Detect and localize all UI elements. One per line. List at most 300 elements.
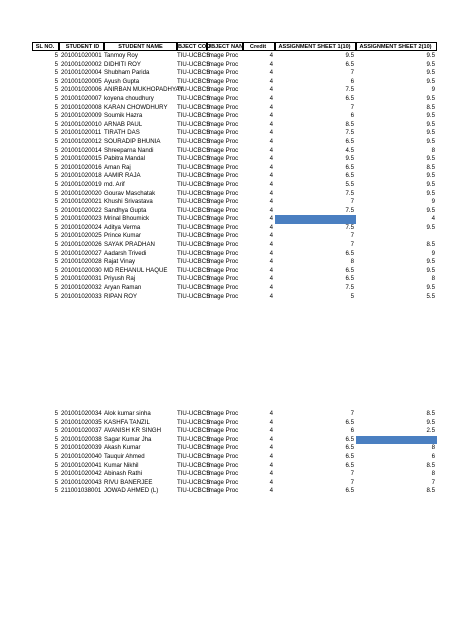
student-name-cell: SAYAK PRADHAN [104, 241, 155, 249]
subject-code-cell: TIU-UCBCS [177, 206, 211, 214]
student-id-cell: 201001020025 [61, 232, 102, 240]
student-id-cell: 201001020037 [61, 427, 102, 435]
table-row [32, 190, 437, 199]
credit-cell: 4 [269, 249, 273, 257]
student-id-cell: 201001020016 [61, 163, 102, 171]
student-name-cell: Aadarsh Trivedi [104, 249, 147, 257]
assignment-2-cell: 9.5 [426, 60, 435, 68]
subject-code-cell: TIU-UCBCS [177, 172, 211, 180]
assignment-1-cell: 8 [350, 258, 354, 266]
student-id-cell: 201001020018 [61, 172, 102, 180]
student-rows-block-2 [32, 410, 437, 496]
assignment-1-cell [275, 215, 356, 224]
table-row [32, 462, 437, 471]
student-id-cell: 201001020007 [61, 94, 102, 102]
assignment-1-cell: 5.5 [345, 180, 354, 188]
sl-no-cell: 5 [54, 266, 58, 274]
credit-cell: 4 [269, 487, 273, 495]
credit-cell: 4 [269, 478, 273, 486]
student-name-cell: Priyush Raj [104, 275, 136, 283]
assignment-1-cell: 6.5 [345, 487, 354, 495]
subject-code-cell: TIU-UCBCS [177, 410, 211, 417]
subject-code-cell: TIU-UCBCS [177, 69, 211, 77]
credit-cell: 4 [269, 120, 273, 128]
subject-code-cell: TIU-UCBCS [177, 461, 211, 469]
table-row [32, 487, 437, 496]
credit-cell: 4 [269, 284, 273, 292]
student-name-cell: Soumik Hazra [104, 112, 143, 120]
table-row [32, 164, 437, 173]
table-row [32, 224, 437, 233]
student-id-cell: 201001020014 [61, 146, 102, 154]
sl-no-cell: 5 [54, 137, 58, 145]
student-name-cell: Aman Raj [104, 163, 131, 171]
subject-name-cell: Image Proc [207, 129, 239, 137]
assignment-2-cell: 7 [431, 478, 435, 486]
header-row [32, 42, 437, 51]
sl-no-cell: 5 [54, 69, 58, 77]
table-row [32, 444, 437, 453]
student-id-cell: 201001020022 [61, 206, 102, 214]
table-row [32, 470, 437, 479]
student-id-cell: 201001020024 [61, 223, 102, 231]
table-row [32, 181, 437, 190]
assignment-2-cell: 5.5 [426, 292, 435, 300]
subject-name-cell: Image Proc [207, 163, 239, 171]
assignment-1-cell: 7.5 [345, 86, 354, 94]
assignment-1-cell: 9.5 [345, 155, 354, 163]
assignment-2-cell: 8 [431, 444, 435, 452]
assignment-1-cell: 6.5 [345, 249, 354, 257]
table-row [32, 232, 437, 241]
credit-cell: 4 [269, 146, 273, 154]
header-assignment-1: ASSIGNMENT SHEET 1(10) [275, 42, 356, 51]
credit-cell: 4 [269, 163, 273, 171]
student-name-cell: Shubham Parida [104, 69, 150, 77]
sl-no-cell: 5 [54, 478, 58, 486]
assignment-2-cell: 8.5 [426, 163, 435, 171]
assignment-2-cell: 8.5 [426, 241, 435, 249]
student-name-cell: Prince Kumar [104, 232, 141, 240]
student-id-cell: 201001020027 [61, 249, 102, 257]
credit-cell: 4 [269, 223, 273, 231]
student-id-cell: 201001020001 [61, 52, 102, 59]
table-row [32, 250, 437, 259]
subject-code-cell: TIU-UCBCS [177, 137, 211, 145]
subject-name-cell: Image Proc [207, 60, 239, 68]
sl-no-cell: 5 [54, 249, 58, 257]
assignment-2-cell: 9.5 [426, 172, 435, 180]
subject-code-cell: TIU-UCBCS [177, 241, 211, 249]
table-row [32, 112, 437, 121]
subject-code-cell: TIU-UCBCS [177, 103, 211, 111]
sl-no-cell: 5 [54, 452, 58, 460]
subject-name-cell: Image Proc [207, 241, 239, 249]
subject-code-cell: TIU-UCBCS [177, 478, 211, 486]
student-id-cell: 201001020005 [61, 77, 102, 85]
subject-code-cell: TIU-UCBCS [177, 215, 211, 223]
sl-no-cell: 5 [54, 155, 58, 163]
table-row [32, 419, 437, 428]
assignment-1-cell: 7 [350, 198, 354, 206]
assignment-1-cell: 6.5 [345, 94, 354, 102]
subject-name-cell: Image Proc [207, 215, 239, 223]
table-row [32, 258, 437, 267]
student-name-cell: Shreeparna Nandi [104, 146, 154, 154]
table-row [32, 172, 437, 181]
table-row [32, 207, 437, 216]
credit-cell: 4 [269, 155, 273, 163]
student-id-cell: 201001020009 [61, 112, 102, 120]
sl-no-cell: 5 [54, 470, 58, 478]
sl-no-cell: 5 [54, 444, 58, 452]
student-name-cell: Kumar Nikhil [104, 461, 139, 469]
subject-name-cell: Image Proc [207, 452, 239, 460]
sl-no-cell: 5 [54, 487, 58, 495]
subject-name-cell: Image Proc [207, 427, 239, 435]
assignment-1-cell: 5 [350, 292, 354, 300]
subject-code-cell: TIU-UCBCS [177, 189, 211, 197]
subject-name-cell: Image Proc [207, 249, 239, 257]
student-name-cell: ARNAB PAUL [104, 120, 143, 128]
sl-no-cell: 5 [54, 232, 58, 240]
subject-code-cell: TIU-UCBCS [177, 427, 211, 435]
credit-cell: 4 [269, 60, 273, 68]
sl-no-cell: 5 [54, 461, 58, 469]
sl-no-cell: 5 [54, 86, 58, 94]
assignment-2-cell: 8.5 [426, 461, 435, 469]
assignment-1-cell: 6.5 [345, 452, 354, 460]
table-row [32, 436, 437, 445]
subject-name-cell: Image Proc [207, 155, 239, 163]
table-row [32, 410, 437, 419]
student-name-cell: KASHFA TANZIL [104, 418, 150, 426]
subject-code-cell: TIU-UCBCS [177, 52, 211, 59]
sl-no-cell: 5 [54, 215, 58, 223]
sl-no-cell: 5 [54, 258, 58, 266]
sl-no-cell: 5 [54, 94, 58, 102]
table-row [32, 61, 437, 70]
credit-cell: 4 [269, 180, 273, 188]
student-name-cell: JOWAD AHMED (L) [104, 487, 159, 495]
subject-code-cell: TIU-UCBCS [177, 94, 211, 102]
student-name-cell: Alok kumar sinha [104, 410, 151, 417]
assignment-2-cell: 8 [431, 470, 435, 478]
student-id-cell: 201001020042 [61, 470, 102, 478]
assignment-2-cell: 9 [431, 249, 435, 257]
student-name-cell: Sagar Kumar Jha [104, 435, 152, 443]
subject-name-cell: Image Proc [207, 103, 239, 111]
subject-name-cell: Image Proc [207, 444, 239, 452]
student-name-cell: SOURADIP BHUNIA [104, 137, 161, 145]
assignment-1-cell: 6.5 [345, 435, 354, 443]
credit-cell: 4 [269, 198, 273, 206]
subject-name-cell: Image Proc [207, 120, 239, 128]
assignment-1-cell: 6.5 [345, 461, 354, 469]
subject-code-cell: TIU-UCBCS [177, 435, 211, 443]
assignment-2-cell: 9.5 [426, 137, 435, 145]
credit-cell: 4 [269, 470, 273, 478]
assignment-2-cell [356, 436, 437, 445]
subject-code-cell: TIU-UCBCS [177, 155, 211, 163]
student-id-cell: 211001038001 [61, 487, 102, 495]
assignment-1-cell: 7 [350, 241, 354, 249]
assignment-2-cell: 9.5 [426, 77, 435, 85]
assignment-2-cell: 8 [431, 275, 435, 283]
subject-code-cell: TIU-UCBCS [177, 60, 211, 68]
credit-cell: 4 [269, 103, 273, 111]
assignment-1-cell: 6.5 [345, 418, 354, 426]
subject-name-cell: Image Proc [207, 410, 239, 417]
table-row [32, 69, 437, 78]
sl-no-cell: 5 [54, 198, 58, 206]
subject-code-cell: TIU-UCBCS [177, 146, 211, 154]
subject-code-cell: TIU-UCBCS [177, 163, 211, 171]
assignment-1-cell: 7.5 [345, 284, 354, 292]
student-name-cell: RIPAN ROY [104, 292, 138, 300]
credit-cell: 4 [269, 69, 273, 77]
assignment-2-cell [356, 232, 437, 241]
assignment-1-cell: 8.5 [345, 120, 354, 128]
credit-cell: 4 [269, 444, 273, 452]
subject-name-cell: Image Proc [207, 180, 239, 188]
table-row [32, 155, 437, 164]
assignment-1-cell: 6 [350, 427, 354, 435]
student-id-cell: 201001020010 [61, 120, 102, 128]
subject-code-cell: TIU-UCBCS [177, 452, 211, 460]
sl-no-cell: 5 [54, 77, 58, 85]
subject-name-cell: Image Proc [207, 189, 239, 197]
credit-cell: 4 [269, 452, 273, 460]
subject-name-cell: Image Proc [207, 470, 239, 478]
table-row [32, 198, 437, 207]
student-rows-block-1 [32, 52, 437, 301]
table-row [32, 453, 437, 462]
student-name-cell: koyena choudhury [104, 94, 154, 102]
subject-code-cell: TIU-UCBCS [177, 266, 211, 274]
student-id-cell: 201001020039 [61, 444, 102, 452]
sl-no-cell: 5 [54, 120, 58, 128]
subject-code-cell: TIU-UCBCS [177, 180, 211, 188]
student-id-cell: 201001020019 [61, 180, 102, 188]
credit-cell: 4 [269, 189, 273, 197]
subject-name-cell: Image Proc [207, 77, 239, 85]
header-sl-no: SL NO. [32, 42, 59, 51]
sl-no-cell: 5 [54, 163, 58, 171]
assignment-1-cell: 6.5 [345, 172, 354, 180]
student-name-cell: Rajat Vinay [104, 258, 136, 266]
assignment-1-cell: 6.5 [345, 275, 354, 283]
assignment-2-cell: 9.5 [426, 112, 435, 120]
student-id-cell: 201001020015 [61, 155, 102, 163]
assignment-2-cell: 9.5 [426, 418, 435, 426]
subject-name-cell: Image Proc [207, 223, 239, 231]
subject-code-cell: TIU-UCBCS [177, 249, 211, 257]
assignment-1-cell: 6.5 [345, 60, 354, 68]
student-name-cell: Aryan Raman [104, 284, 142, 292]
student-name-cell: KARAN CHOWDHURY [104, 103, 168, 111]
assignment-2-cell: 9.5 [426, 69, 435, 77]
table-row [32, 121, 437, 130]
subject-name-cell: Image Proc [207, 435, 239, 443]
assignment-1-cell: 7.5 [345, 129, 354, 137]
subject-name-cell: Image Proc [207, 461, 239, 469]
student-name-cell: TIRATH DAS [104, 129, 140, 137]
credit-cell: 4 [269, 172, 273, 180]
student-id-cell: 201001020021 [61, 198, 102, 206]
table-row [32, 78, 437, 87]
table-row [32, 293, 437, 302]
assignment-2-cell: 2.5 [426, 427, 435, 435]
credit-cell: 4 [269, 137, 273, 145]
subject-code-cell: TIU-UCBCS [177, 258, 211, 266]
header-student-name: STUDENT NAME [104, 42, 177, 51]
assignment-2-cell: 9 [431, 86, 435, 94]
credit-cell: 4 [269, 266, 273, 274]
subject-code-cell: TIU-UCBCS [177, 232, 211, 240]
assignment-1-cell: 6.5 [345, 266, 354, 274]
sl-no-cell: 5 [54, 180, 58, 188]
student-name-cell: Sandhya Gupta [104, 206, 147, 214]
sl-no-cell: 5 [54, 112, 58, 120]
assignment-2-cell: 6 [431, 452, 435, 460]
assignment-2-cell: 9.5 [426, 266, 435, 274]
assignment-2-cell: 9.5 [426, 180, 435, 188]
credit-cell: 4 [269, 206, 273, 214]
student-id-cell: 201001020033 [61, 292, 102, 300]
assignment-2-cell: 8 [431, 146, 435, 154]
subject-name-cell: Image Proc [207, 146, 239, 154]
credit-cell: 4 [269, 86, 273, 94]
credit-cell: 4 [269, 232, 273, 240]
subject-name-cell: Image Proc [207, 487, 239, 495]
table-row [32, 215, 437, 224]
subject-name-cell: Image Proc [207, 137, 239, 145]
credit-cell: 4 [269, 292, 273, 300]
student-id-cell: 201001020038 [61, 435, 102, 443]
student-id-cell: 201001020012 [61, 137, 102, 145]
table-header [32, 42, 437, 51]
assignment-2-cell: 8.5 [426, 487, 435, 495]
credit-cell: 4 [269, 461, 273, 469]
table-row [32, 104, 437, 113]
table-row [32, 147, 437, 156]
assignment-1-cell: 9.5 [345, 52, 354, 59]
credit-cell: 4 [269, 77, 273, 85]
sl-no-cell: 5 [54, 146, 58, 154]
table-row [32, 129, 437, 138]
assignment-1-cell: 6 [350, 77, 354, 85]
credit-cell: 4 [269, 129, 273, 137]
sl-no-cell: 5 [54, 410, 58, 417]
assignment-2-cell: 9.5 [426, 94, 435, 102]
student-name-cell: AAMIR RAJA [104, 172, 141, 180]
assignment-2-cell: 9.5 [426, 155, 435, 163]
student-name-cell: Pabitra Mandal [104, 155, 145, 163]
sl-no-cell: 5 [54, 418, 58, 426]
subject-code-cell: TIU-UCBCS [177, 418, 211, 426]
subject-name-cell: Image Proc [207, 284, 239, 292]
credit-cell: 4 [269, 418, 273, 426]
credit-cell: 4 [269, 275, 273, 283]
assignment-1-cell: 6.5 [345, 444, 354, 452]
student-name-cell: MD REHANUL HAQUE [104, 266, 168, 274]
assignment-2-cell: 9.5 [426, 52, 435, 59]
assignment-2-cell: 9.5 [426, 284, 435, 292]
sl-no-cell: 5 [54, 172, 58, 180]
student-name-cell: Khushi Srivastava [104, 198, 153, 206]
assignment-2-cell: 9.5 [426, 129, 435, 137]
sl-no-cell: 5 [54, 206, 58, 214]
student-id-cell: 201001020026 [61, 241, 102, 249]
assignment-1-cell: 7.5 [345, 189, 354, 197]
subject-code-cell: TIU-UCBCS [177, 129, 211, 137]
assignment-1-cell: 7 [350, 410, 354, 417]
assignment-2-cell: 9.5 [426, 189, 435, 197]
assignment-1-cell: 7 [350, 69, 354, 77]
credit-cell: 4 [269, 241, 273, 249]
student-name-cell: Aditya Verma [104, 223, 141, 231]
student-id-cell: 201001020002 [61, 60, 102, 68]
header-credit: Credit [243, 42, 275, 51]
student-name-cell: ANIRBAN MUKHOPADHYAY [104, 86, 184, 94]
sl-no-cell: 5 [54, 241, 58, 249]
credit-cell: 4 [269, 94, 273, 102]
student-id-cell: 201001020011 [61, 129, 102, 137]
credit-cell: 4 [269, 427, 273, 435]
assignment-1-cell: 6.5 [345, 163, 354, 171]
sl-no-cell: 5 [54, 223, 58, 231]
assignment-2-cell: 9.5 [426, 223, 435, 231]
student-id-cell: 201001020028 [61, 258, 102, 266]
student-id-cell: 201001020043 [61, 478, 102, 486]
student-name-cell: Ayush Gupta [104, 77, 140, 85]
subject-code-cell: TIU-UCBCS [177, 275, 211, 283]
student-id-cell: 201001020034 [61, 410, 102, 417]
table-row [32, 138, 437, 147]
subject-name-cell: Image Proc [207, 94, 239, 102]
table-row [32, 267, 437, 276]
assignment-1-cell: 7 [350, 470, 354, 478]
header-subject-name: JBJECT NAN [208, 44, 244, 50]
student-name-cell: AVANISH KR SINGH [104, 427, 161, 435]
subject-name-cell: Image Proc [207, 172, 239, 180]
table-row [32, 95, 437, 104]
subject-name-cell: Image Proc [207, 418, 239, 426]
assignment-2-cell: 8.5 [426, 410, 435, 417]
student-name-cell: Tauquir Ahmed [104, 452, 145, 460]
subject-code-cell: TIU-UCBCS [177, 77, 211, 85]
sl-no-cell: 5 [54, 52, 58, 59]
student-id-cell: 201001020023 [61, 215, 102, 223]
subject-name-cell: Image Proc [207, 478, 239, 486]
table-row [32, 479, 437, 488]
student-id-cell: 201001020006 [61, 86, 102, 94]
credit-cell: 4 [269, 258, 273, 266]
assignment-1-cell: 7 [350, 232, 354, 240]
assignment-2-cell: 4 [431, 215, 435, 223]
student-id-cell: 201001020008 [61, 103, 102, 111]
subject-code-cell: TIU-UCBCS [177, 86, 211, 94]
sl-no-cell: 5 [54, 275, 58, 283]
student-name-cell: Abinash Rathi [104, 470, 142, 478]
credit-cell: 4 [269, 112, 273, 120]
credit-cell: 4 [269, 52, 273, 59]
student-id-cell: 201001020031 [61, 275, 102, 283]
assignment-2-cell: 8.5 [426, 103, 435, 111]
assignment-2-cell: 9 [431, 198, 435, 206]
subject-name-cell: Image Proc [207, 275, 239, 283]
